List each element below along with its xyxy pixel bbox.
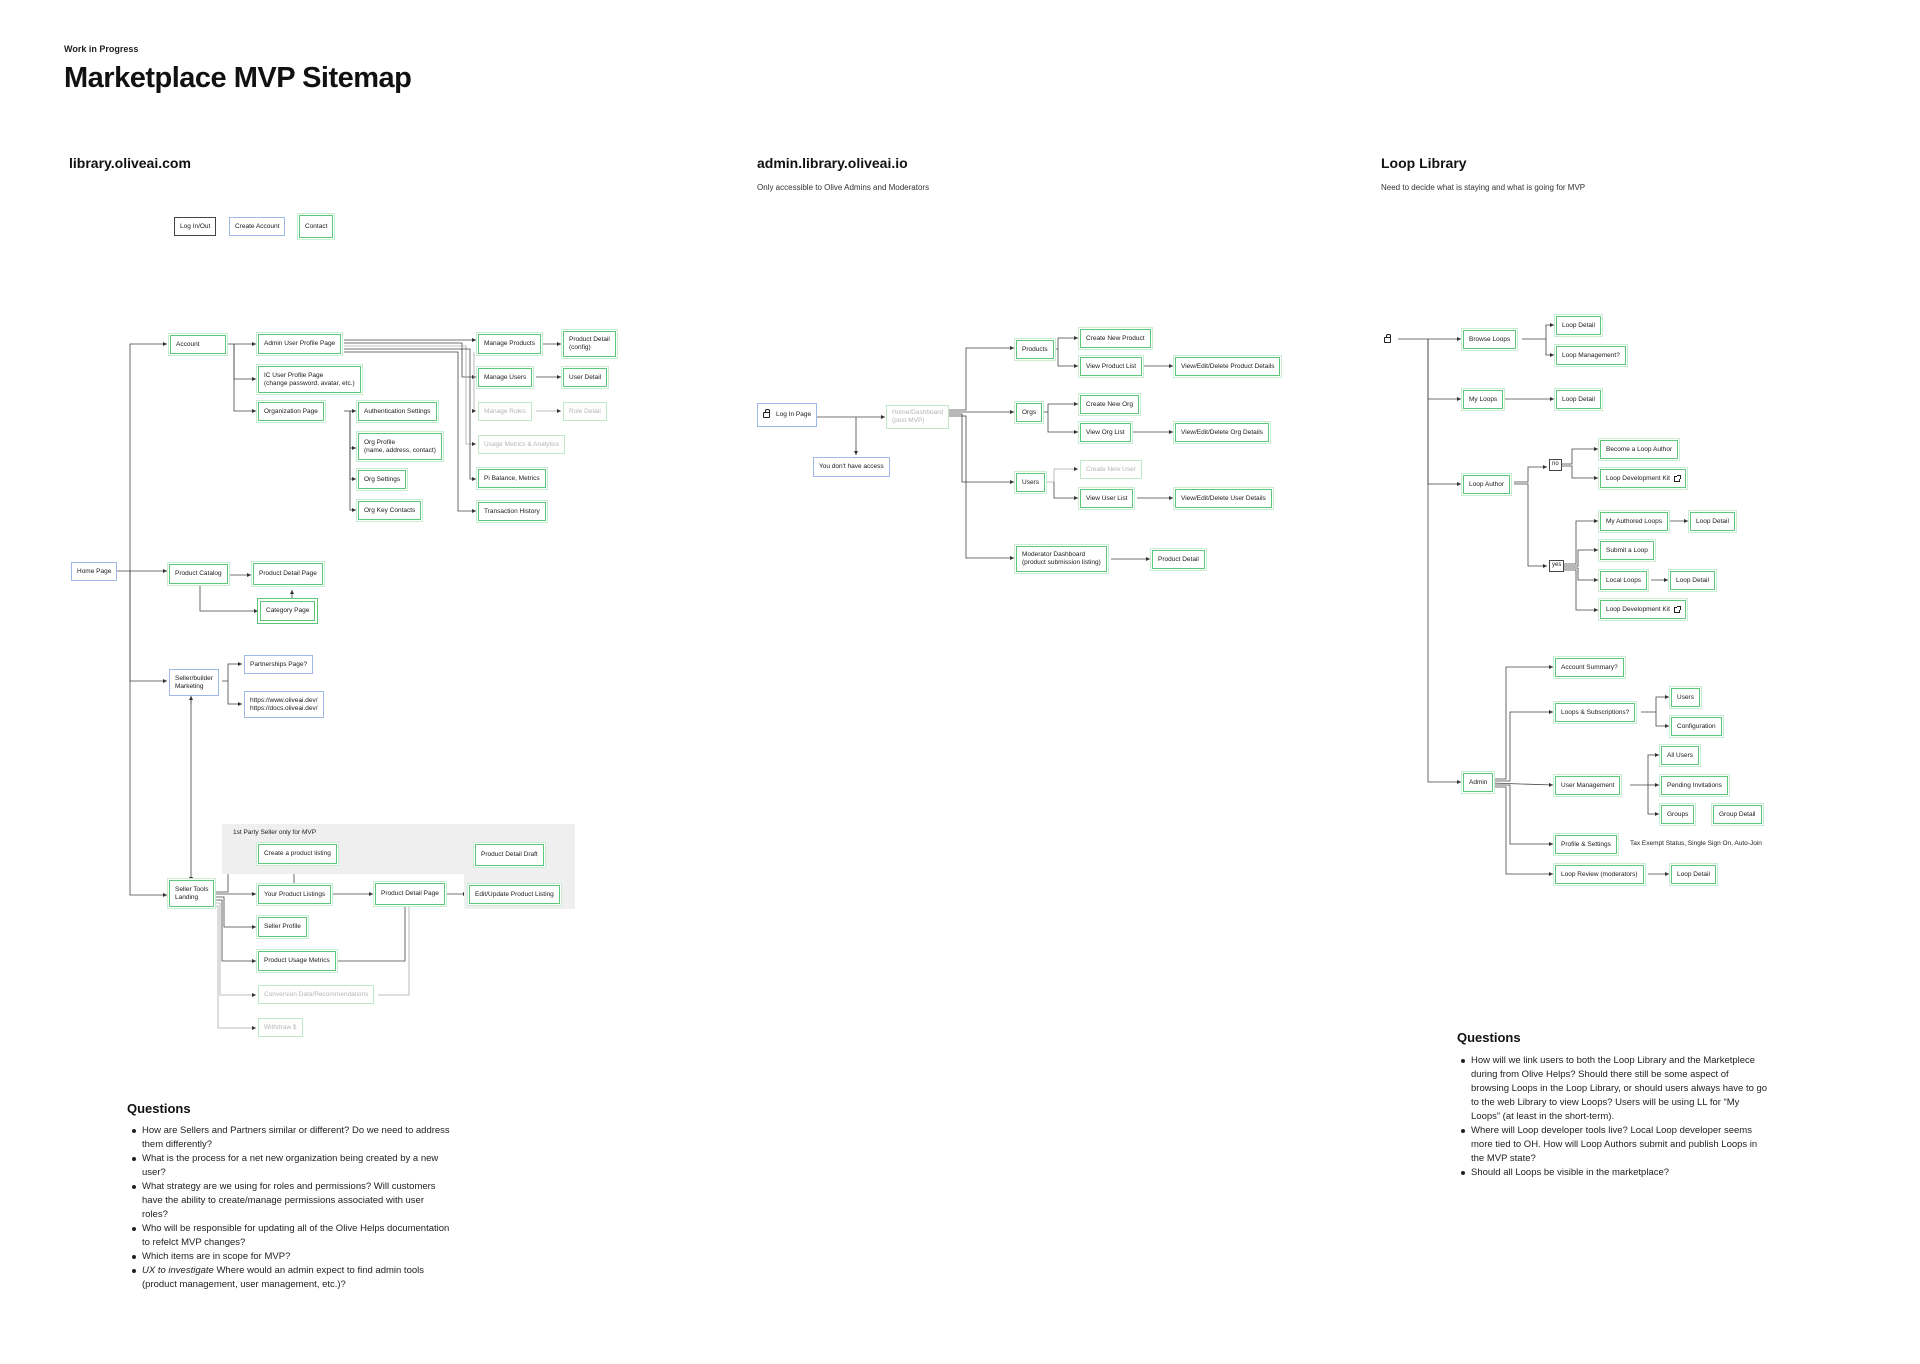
library-question: Who will be responsible for updating all of the Olive Helps documentation to refelct MVP changes? <box>130 1222 450 1250</box>
submit-loop-node[interactable]: Submit a Loop <box>1600 541 1654 560</box>
my-loops-node[interactable]: My Loops <box>1463 390 1503 409</box>
loops-subscriptions-node[interactable]: Loops & Subscriptions? <box>1555 703 1635 722</box>
moderator-dashboard-node[interactable]: Moderator Dashboard (product submission listing) <box>1016 546 1107 572</box>
product-usage-metrics-node[interactable]: Product Usage Metrics <box>258 951 336 971</box>
usage-metrics-analytics-node[interactable]: Usage Metrics & Analytics <box>478 435 565 454</box>
org-key-contacts-node[interactable]: Org Key Contacts <box>358 501 421 520</box>
ldk-node[interactable] <box>1600 469 1686 488</box>
create-product-listing-node[interactable]: Create a product listing <box>258 844 337 864</box>
user-management-node[interactable]: User Management <box>1555 776 1620 795</box>
pending-invitations-node[interactable]: Pending Invitations <box>1661 776 1728 795</box>
library-question: Which items are in scope for MVP? <box>130 1250 450 1264</box>
local-loop-detail-node[interactable]: Loop Detail <box>1670 571 1715 590</box>
seller-builder-marketing-node[interactable]: Seller/builder Marketing <box>169 669 219 696</box>
external-link-icon <box>1674 476 1680 482</box>
no-access-node[interactable]: You don't have access <box>813 457 890 477</box>
product-detail-config-node[interactable]: Product Detail (config) <box>563 331 616 357</box>
ic-user-profile-node[interactable]: IC User Profile Page (change password, avatar, etc.) <box>258 366 361 393</box>
authored-loop-detail-node[interactable]: Loop Detail <box>1690 512 1735 531</box>
user-detail-node[interactable]: User Detail <box>563 368 607 387</box>
view-org-list-node[interactable]: View Org List <box>1080 423 1131 442</box>
admin-login-label: Log In Page <box>776 411 812 419</box>
home-page-node[interactable]: Home Page <box>71 562 117 581</box>
group-detail-node[interactable]: Group Detail <box>1713 805 1762 824</box>
library-questions-list <box>130 1124 450 1292</box>
admin-dashboard-node[interactable]: Home/Dashboard (post MVP) <box>886 405 949 429</box>
my-authored-loops-node[interactable]: My Authored Loops <box>1600 512 1668 531</box>
account-summary-node[interactable]: Account Summary? <box>1555 658 1624 677</box>
view-product-list-node[interactable]: View Product List <box>1080 357 1142 376</box>
withdraw-node[interactable]: Withdraw $ <box>258 1018 303 1037</box>
role-detail-node[interactable]: Role Detail <box>563 402 607 421</box>
loop-review-node[interactable]: Loop Review (moderators) <box>1555 865 1644 884</box>
ldk-label: Loop Development Kit <box>1606 474 1670 482</box>
seller-product-detail-page-node[interactable]: Product Detail Page <box>375 883 445 905</box>
external-links-node[interactable]: https://www.oliveai.dev/ https://docs.oliveai.dev/ <box>244 691 324 718</box>
seller-tools-landing-node[interactable]: Seller Tools Landing <box>169 880 214 907</box>
loop-admin-node[interactable]: Admin <box>1463 773 1493 792</box>
manage-users-node[interactable]: Manage Users <box>478 368 532 387</box>
profile-settings-node[interactable]: Profile & Settings <box>1555 835 1617 854</box>
all-users-node[interactable]: All Users <box>1661 746 1699 765</box>
ldk-yes-node[interactable] <box>1600 600 1686 619</box>
loop-question: Where will Loop developer tools live? Local Loop developer seems more tied to OH. How will Loop Authors submit and publish Loops in the MVP state? <box>1459 1124 1769 1166</box>
conversion-data-node[interactable]: Conversion Data/Recommendations <box>258 985 374 1004</box>
product-detail-draft-node[interactable]: Product Detail Draft <box>475 844 544 866</box>
org-details-node[interactable]: View/Edit/Delete Org Details <box>1175 423 1269 442</box>
page-title: Marketplace MVP Sitemap <box>64 62 412 94</box>
lock-icon <box>763 412 770 418</box>
login-logout-node[interactable]: Log In/Out <box>174 217 216 236</box>
manage-products-node[interactable]: Manage Products <box>478 334 541 354</box>
admin-user-profile-node[interactable]: Admin User Profile Page <box>258 334 341 354</box>
ux-to-investigate-label: UX to investigate <box>142 1265 214 1276</box>
user-details-node[interactable]: View/Edit/Delete User Details <box>1175 489 1272 508</box>
browse-loops-node[interactable]: Browse Loops <box>1463 330 1516 349</box>
seller-profile-node[interactable]: Seller Profile <box>258 917 307 937</box>
loop-question: Should all Loops be visible in the marketplace? <box>1459 1166 1769 1180</box>
loop-author-node[interactable]: Loop Author <box>1463 475 1510 494</box>
loop-questions-title: Questions <box>1457 1030 1521 1045</box>
lock-icon <box>1384 337 1391 343</box>
partnerships-page-node[interactable]: Partnerships Page? <box>244 655 313 674</box>
org-settings-node[interactable]: Org Settings <box>358 470 406 489</box>
category-page-node[interactable]: Category Page <box>260 601 315 621</box>
review-loop-detail-node[interactable]: Loop Detail <box>1671 865 1716 884</box>
product-catalog-node[interactable]: Product Catalog <box>169 564 228 584</box>
external-link-icon <box>1674 607 1680 613</box>
admin-product-detail-node[interactable]: Product Detail <box>1152 550 1205 569</box>
transaction-history-node[interactable]: Transaction History <box>478 502 546 521</box>
loop-library-subtitle: Need to decide what is staying and what is going for MVP <box>1381 183 1586 192</box>
contact-node[interactable]: Contact <box>299 215 333 238</box>
admin-login-page-node[interactable] <box>757 403 817 427</box>
pi-balance-metrics-node[interactable]: Pi Balance, Metrics <box>478 469 546 488</box>
product-detail-page-node[interactable]: Product Detail Page <box>253 563 323 585</box>
work-in-progress-label: Work in Progress <box>64 44 139 54</box>
org-profile-node[interactable]: Org Profile (name, address, contact) <box>358 433 442 460</box>
library-section-title: library.oliveai.com <box>69 155 191 171</box>
library-questions-title: Questions <box>127 1101 191 1116</box>
become-loop-author-node[interactable]: Become a Loop Author <box>1600 440 1678 459</box>
library-question: How are Sellers and Partners similar or different? Do we need to address them differently? <box>130 1124 450 1152</box>
library-question-ux <box>130 1264 450 1292</box>
subscriptions-users-node[interactable]: Users <box>1671 688 1700 707</box>
authentication-settings-node[interactable]: Authentication Settings <box>358 402 437 421</box>
loop-library-section-title: Loop Library <box>1381 155 1467 171</box>
no-branch-label: no <box>1549 459 1562 471</box>
your-product-listings-node[interactable]: Your Product Listings <box>258 885 331 904</box>
local-loops-node[interactable]: Local Loops <box>1600 571 1647 590</box>
yes-branch-label: yes <box>1549 560 1564 572</box>
create-account-node[interactable]: Create Account <box>229 217 285 236</box>
create-new-org-node[interactable]: Create New Org <box>1080 395 1139 414</box>
library-question: What is the process for a net new organization being created by a new user? <box>130 1152 450 1180</box>
loop-questions-list <box>1459 1054 1769 1180</box>
admin-users-node[interactable]: Users <box>1016 473 1045 492</box>
organization-page-node[interactable]: Organization Page <box>258 402 324 421</box>
create-new-product-node[interactable]: Create New Product <box>1080 329 1151 348</box>
create-new-user-node[interactable]: Create New User <box>1080 460 1142 479</box>
configuration-node[interactable]: Configuration <box>1671 717 1722 736</box>
browse-loop-detail-node[interactable]: Loop Detail <box>1556 316 1601 335</box>
ldk-yes-label: Loop Development Kit <box>1606 605 1670 613</box>
tax-exempt-note: Tax Exempt Status, Single Sign On, Auto-Join <box>1630 840 1762 847</box>
ux-question-text: Where would an admin expect to find admin tools (product management, user management, etc.)? <box>142 1265 424 1290</box>
product-details-node[interactable]: View/Edit/Delete Product Details <box>1175 357 1280 376</box>
admin-orgs-node[interactable]: Orgs <box>1016 403 1042 422</box>
edit-update-product-listing-node[interactable]: Edit/Update Product Listing <box>469 885 560 904</box>
admin-products-node[interactable]: Products <box>1016 340 1054 359</box>
loop-question: How will we link users to both the Loop Library and the Marketplece during from Olive Helps? Should there still be some aspect of browsing Loops in the Loop Library, or should users always have to go to the web Library to view Loops? Users will be using LL for “My Loops” (at least in the short-term). <box>1459 1054 1769 1124</box>
account-node[interactable]: Account <box>170 335 226 354</box>
library-question: What strategy are we using for roles and permissions? Will customers have the ability to create/manage permissions associated with user roles? <box>130 1180 450 1222</box>
first-party-panel-label: 1st Party Seller only for MVP <box>233 829 317 836</box>
loop-management-node[interactable]: Loop Management? <box>1556 346 1626 365</box>
manage-roles-node[interactable]: Manage Roles <box>478 402 532 421</box>
my-loops-detail-node[interactable]: Loop Detail <box>1556 390 1601 409</box>
view-user-list-node[interactable]: View User List <box>1080 489 1133 508</box>
groups-node[interactable]: Groups <box>1661 805 1694 824</box>
admin-section-title: admin.library.oliveai.io <box>757 155 908 171</box>
admin-section-subtitle: Only accessible to Olive Admins and Moderators <box>757 183 930 192</box>
